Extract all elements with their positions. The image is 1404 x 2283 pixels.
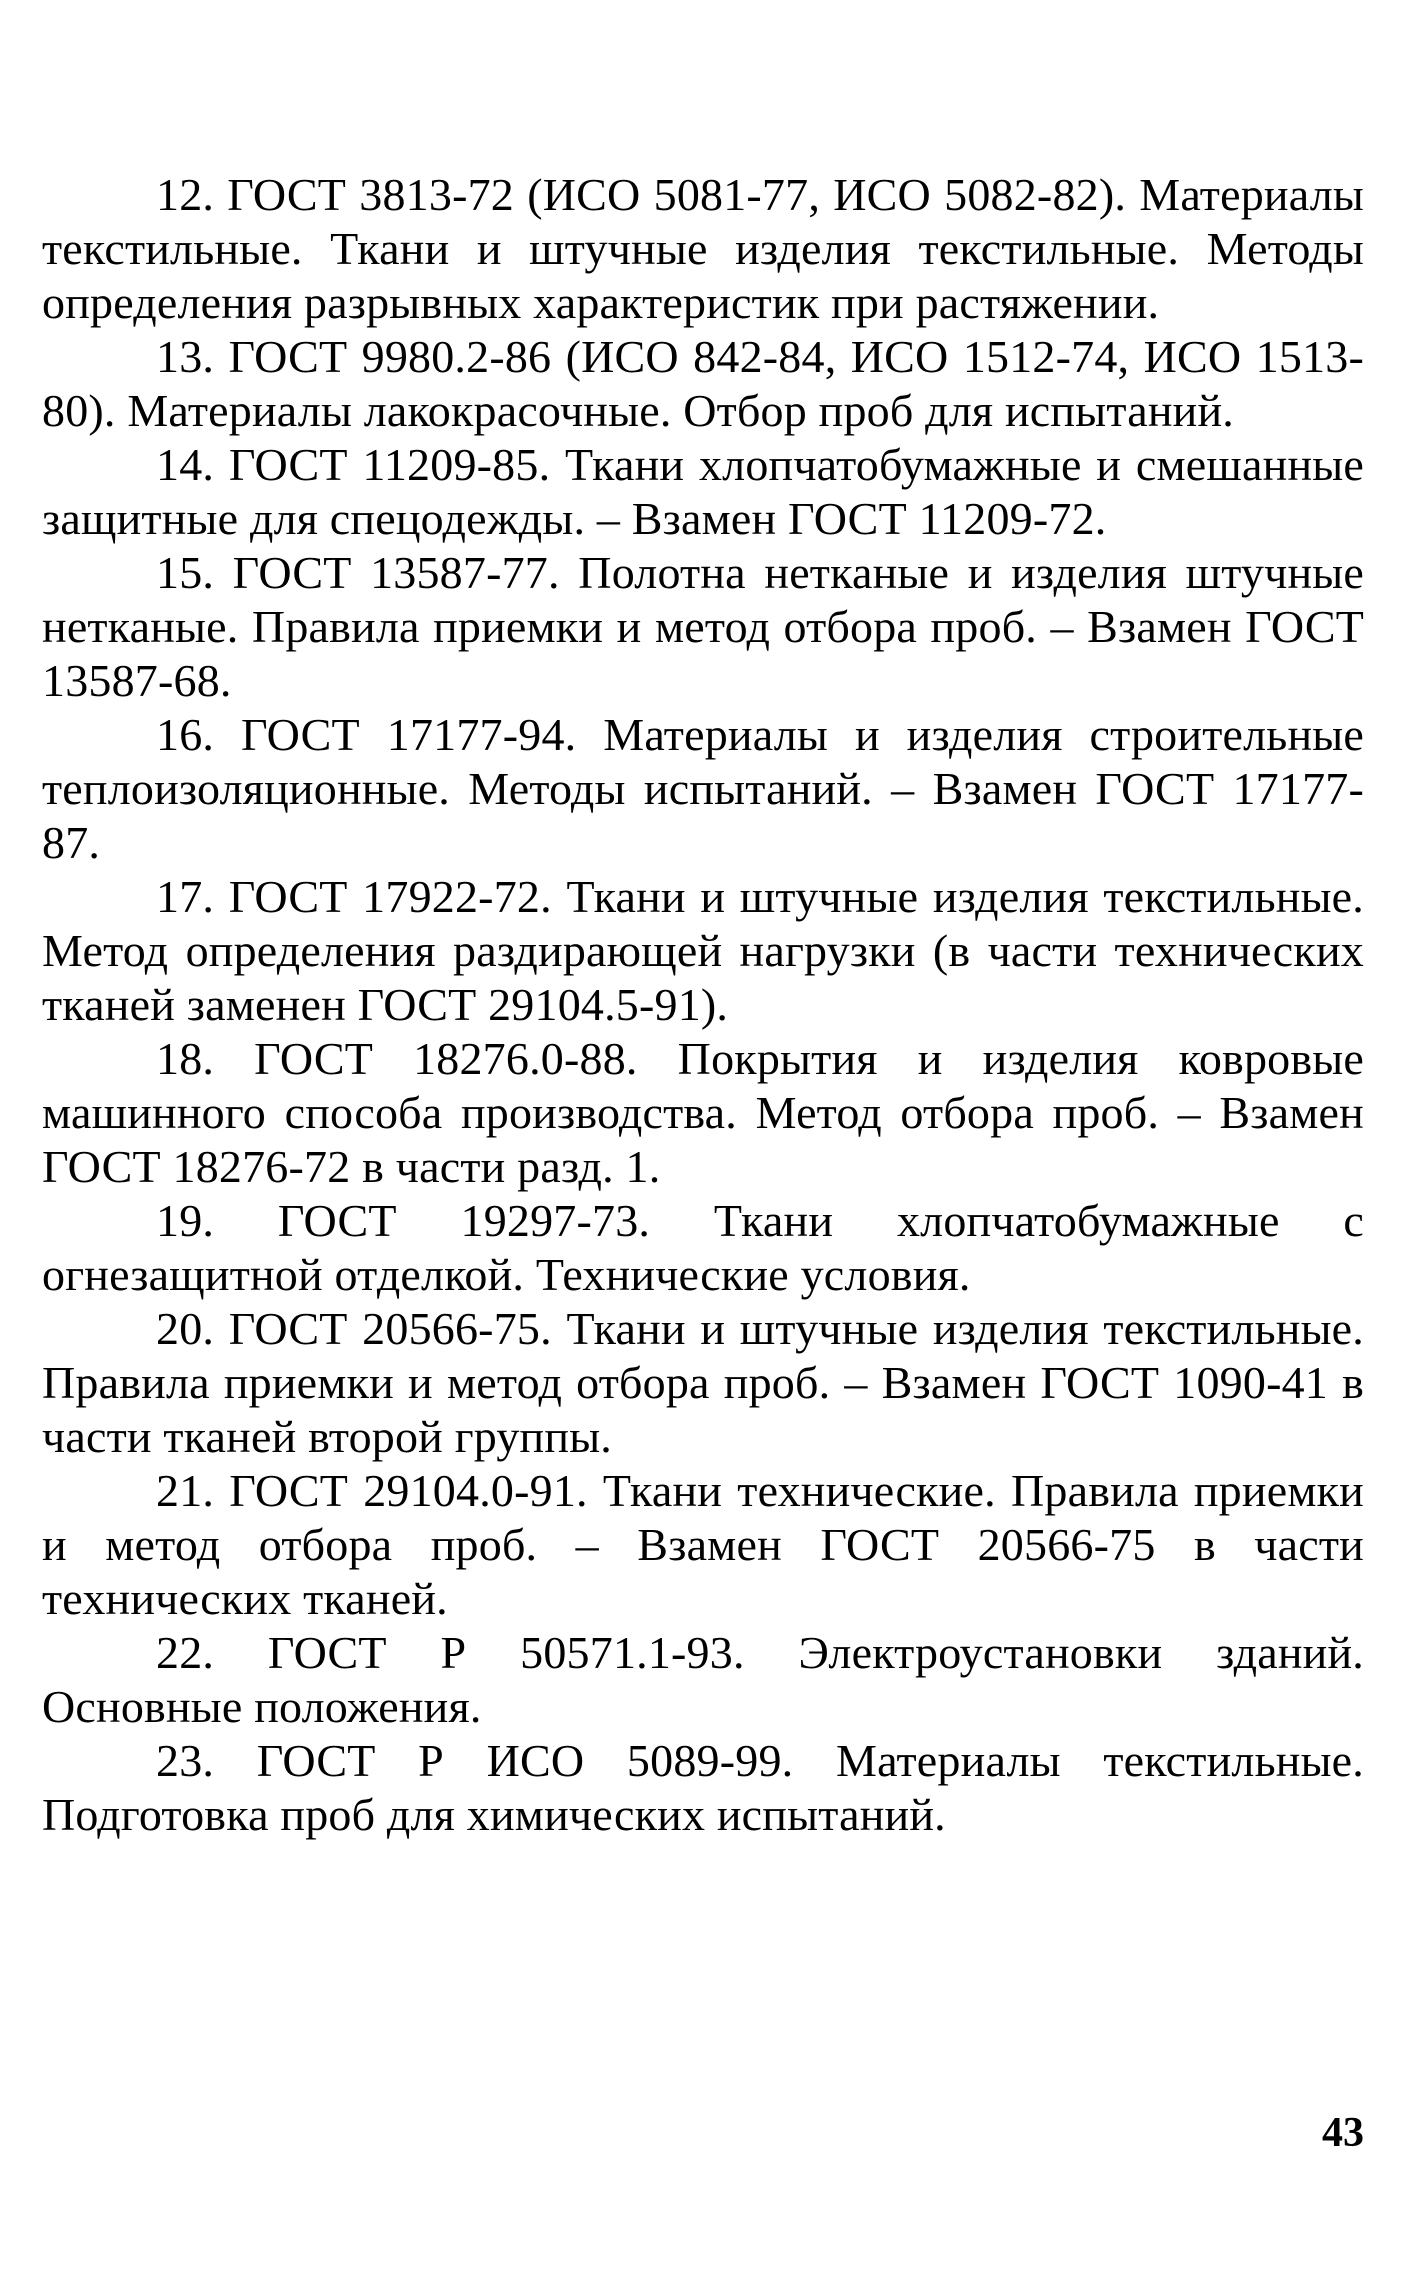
reference-entry-16: 16. ГОСТ 17177-94. Материалы и изделия строительные теплоизоляционные. Методы испытаний. – Взамен ГОСТ 17177-87. [42, 709, 1364, 868]
reference-entry-17: 17. ГОСТ 17922-72. Ткани и штучные изделия текстильные. Метод определения раздирающей нагрузки (в части технических тканей заменен ГОСТ 29104.5-91). [42, 871, 1364, 1030]
page-number: 43 [1322, 2110, 1364, 2156]
reference-entry-21: 21. ГОСТ 29104.0-91. Ткани технические. Правила приемки и метод отбора проб. – Взамен ГОСТ 20566-75 в части технических тканей. [42, 1465, 1364, 1624]
reference-entry-18: 18. ГОСТ 18276.0-88. Покрытия и изделия ковровые машинного способа производства. Метод отбора проб. – Взамен ГОСТ 18276-72 в части разд. 1. [42, 1033, 1364, 1192]
reference-entry-23: 23. ГОСТ Р ИСО 5089-99. Материалы текстильные. Подготовка проб для химических испытаний. [42, 1735, 1364, 1840]
reference-entry-14: 14. ГОСТ 11209-85. Ткани хлопчатобумажные и смешанные защитные для спецодежды. – Взамен ГОСТ 11209-72. [42, 439, 1364, 544]
reference-entry-20: 20. ГОСТ 20566-75. Ткани и штучные изделия текстильные. Правила приемки и метод отбора проб. – Взамен ГОСТ 1090-41 в части тканей второй группы. [42, 1303, 1364, 1462]
reference-entry-19: 19. ГОСТ 19297-73. Ткани хлопчатобумажные с огнезащитной отделкой. Технические условия. [42, 1195, 1364, 1300]
reference-entry-15: 15. ГОСТ 13587-77. Полотна нетканые и изделия штучные нетканые. Правила приемки и метод отбора проб. – Взамен ГОСТ 13587-68. [42, 547, 1364, 706]
reference-entry-12: 12. ГОСТ 3813-72 (ИСО 5081-77, ИСО 5082-82). Материалы текстильные. Ткани и штучные изделия текстильные. Методы определения разрывных характеристик при растяжении. [42, 169, 1364, 328]
reference-list [42, 168, 1364, 1842]
reference-entry-22: 22. ГОСТ Р 50571.1-93. Электроустановки зданий. Основные положения. [42, 1627, 1364, 1732]
reference-entry-13: 13. ГОСТ 9980.2-86 (ИСО 842-84, ИСО 1512-74, ИСО 1513-80). Материалы лакокрасочные. Отбор проб для испытаний. [42, 331, 1364, 436]
